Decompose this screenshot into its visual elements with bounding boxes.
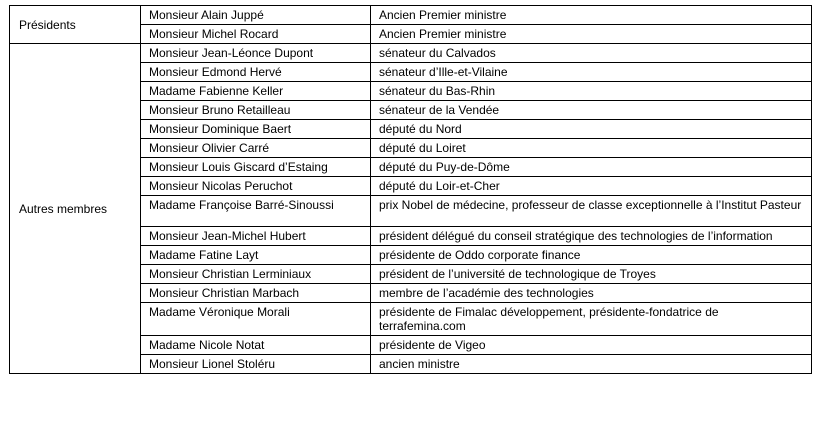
member-role: Ancien Premier ministre — [371, 6, 812, 25]
member-role: présidente de Fimalac développement, présidente-fondatrice de terrafemina.com — [371, 303, 812, 336]
member-name: Monsieur Lionel Stoléru — [141, 355, 371, 374]
member-name: Monsieur Olivier Carré — [141, 139, 371, 158]
member-name: Monsieur Alain Juppé — [141, 6, 371, 25]
member-role: présidente de Oddo corporate finance — [371, 246, 812, 265]
member-role: président délégué du conseil stratégique des technologies de l’information — [371, 227, 812, 246]
member-role: député du Nord — [371, 120, 812, 139]
member-name: Monsieur Dominique Baert — [141, 120, 371, 139]
member-role: député du Loiret — [371, 139, 812, 158]
member-name: Madame Fabienne Keller — [141, 82, 371, 101]
member-role: Ancien Premier ministre — [371, 25, 812, 44]
members-table — [9, 5, 812, 374]
member-name: Monsieur Edmond Hervé — [141, 63, 371, 82]
member-name: Monsieur Michel Rocard — [141, 25, 371, 44]
table-row — [10, 6, 812, 25]
member-name: Madame Nicole Notat — [141, 336, 371, 355]
member-role: sénateur du Bas-Rhin — [371, 82, 812, 101]
member-role: député du Loir-et-Cher — [371, 177, 812, 196]
member-role: sénateur d’Ille-et-Vilaine — [371, 63, 812, 82]
group-label: Présidents — [10, 6, 141, 44]
member-name: Monsieur Christian Lerminiaux — [141, 265, 371, 284]
member-role: député du Puy-de-Dôme — [371, 158, 812, 177]
member-name: Monsieur Bruno Retailleau — [141, 101, 371, 120]
member-role: sénateur de la Vendée — [371, 101, 812, 120]
member-name: Monsieur Jean-Michel Hubert — [141, 227, 371, 246]
member-name: Monsieur Christian Marbach — [141, 284, 371, 303]
member-name: Monsieur Jean-Léonce Dupont — [141, 44, 371, 63]
table-row — [10, 44, 812, 63]
member-name: Madame Françoise Barré-Sinoussi — [141, 196, 371, 227]
group-label: Autres membres — [10, 44, 141, 374]
member-role: prix Nobel de médecine, professeur de classe exceptionnelle à l’Institut Pasteur — [371, 196, 812, 227]
member-role: ancien ministre — [371, 355, 812, 374]
member-role: membre de l’académie des technologies — [371, 284, 812, 303]
member-name: Monsieur Louis Giscard d’Estaing — [141, 158, 371, 177]
member-role: sénateur du Calvados — [371, 44, 812, 63]
member-role: président de l’université de technologique de Troyes — [371, 265, 812, 284]
member-role: présidente de Vigeo — [371, 336, 812, 355]
member-name: Madame Fatine Layt — [141, 246, 371, 265]
member-name: Monsieur Nicolas Peruchot — [141, 177, 371, 196]
member-name: Madame Véronique Morali — [141, 303, 371, 336]
